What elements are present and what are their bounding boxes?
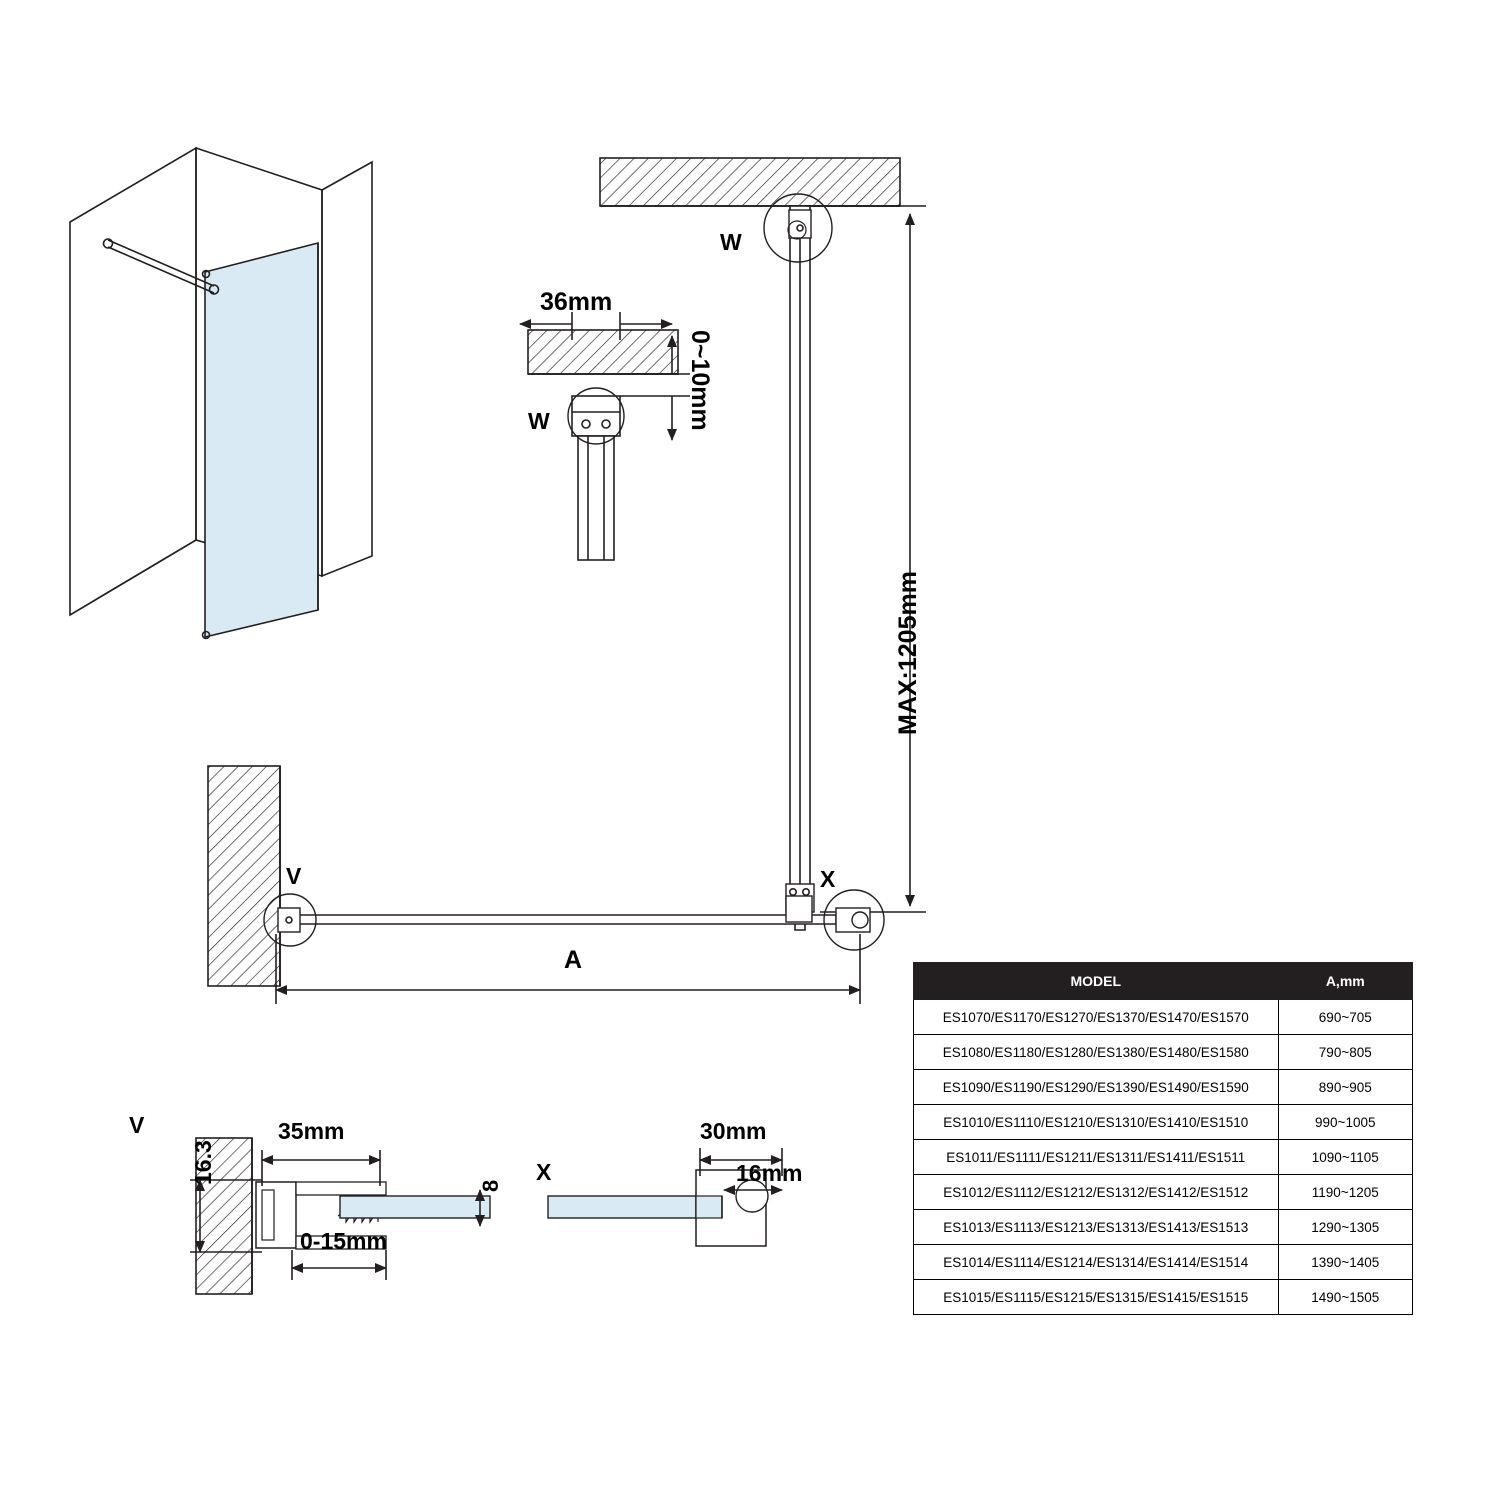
cell-model: ES1014/ES1114/ES1214/ES1314/ES1414/ES1514 (914, 1245, 1279, 1280)
table-row (914, 1175, 1413, 1210)
dim-bar-length: 30mm (700, 1118, 767, 1144)
table-row (914, 1210, 1413, 1245)
table-row (914, 1140, 1413, 1175)
table-header-row (914, 963, 1413, 1000)
cell-a: 1390~1405 (1278, 1245, 1412, 1280)
callout-v-detail: V (129, 1112, 145, 1138)
callout-w-top: W (720, 229, 742, 255)
table-header-model: MODEL (914, 963, 1279, 1000)
cell-a: 1190~1205 (1278, 1175, 1412, 1210)
cell-model: ES1013/ES1113/ES1213/ES1313/ES1413/ES1513 (914, 1210, 1279, 1245)
cell-a: 690~705 (1278, 1000, 1412, 1035)
dim-profile-height: 16.3 (190, 1140, 216, 1185)
cell-a: 1490~1505 (1278, 1280, 1412, 1315)
dim-plan-width: A (564, 946, 583, 974)
callout-x-detail: X (536, 1159, 552, 1185)
dim-profile-width: 35mm (278, 1118, 345, 1144)
callout-x-plan: X (820, 866, 836, 892)
table-header-a: A,mm (1278, 963, 1412, 1000)
dim-height-max: MAX:1205mm (894, 571, 922, 735)
w-detail-view (520, 312, 690, 560)
table-row (914, 1105, 1413, 1140)
dim-glass-thickness: 8 (478, 1179, 503, 1192)
dim-bar-inner: 16mm (736, 1160, 803, 1186)
dim-bracket-width: 36mm (540, 288, 613, 316)
cell-model: ES1012/ES1112/ES1212/ES1312/ES1412/ES1512 (914, 1175, 1279, 1210)
cell-model: ES1070/ES1170/ES1270/ES1370/ES1470/ES1570 (914, 1000, 1279, 1035)
table-row (914, 1280, 1413, 1315)
table-row (914, 1000, 1413, 1035)
callout-v-plan: V (286, 863, 302, 889)
cell-model: ES1010/ES1110/ES1210/ES1310/ES1410/ES1510 (914, 1105, 1279, 1140)
plan-view (208, 766, 884, 1004)
table-row (914, 1245, 1413, 1280)
iso-glass-panel (205, 243, 318, 637)
dim-bracket-gap: 0~10mm (686, 330, 714, 431)
elevation-view (600, 158, 926, 930)
cell-a: 990~1005 (1278, 1105, 1412, 1140)
v-detail-view (190, 1138, 490, 1294)
callout-w-detail: W (528, 408, 550, 434)
cell-a: 790~805 (1278, 1035, 1412, 1070)
cell-model: ES1011/ES1111/ES1211/ES1311/ES1411/ES1511 (914, 1140, 1279, 1175)
cell-a: 890~905 (1278, 1070, 1412, 1105)
cell-model: ES1080/ES1180/ES1280/ES1380/ES1480/ES1580 (914, 1035, 1279, 1070)
cell-model: ES1015/ES1115/ES1215/ES1315/ES1415/ES1515 (914, 1280, 1279, 1315)
table-row (914, 1070, 1413, 1105)
cell-model: ES1090/ES1190/ES1290/ES1390/ES1490/ES1590 (914, 1070, 1279, 1105)
dim-profile-adjust: 0-15mm (300, 1228, 387, 1254)
table-row (914, 1035, 1413, 1070)
cell-a: 1090~1105 (1278, 1140, 1412, 1175)
model-spec-table (913, 962, 1413, 1315)
cell-a: 1290~1305 (1278, 1210, 1412, 1245)
